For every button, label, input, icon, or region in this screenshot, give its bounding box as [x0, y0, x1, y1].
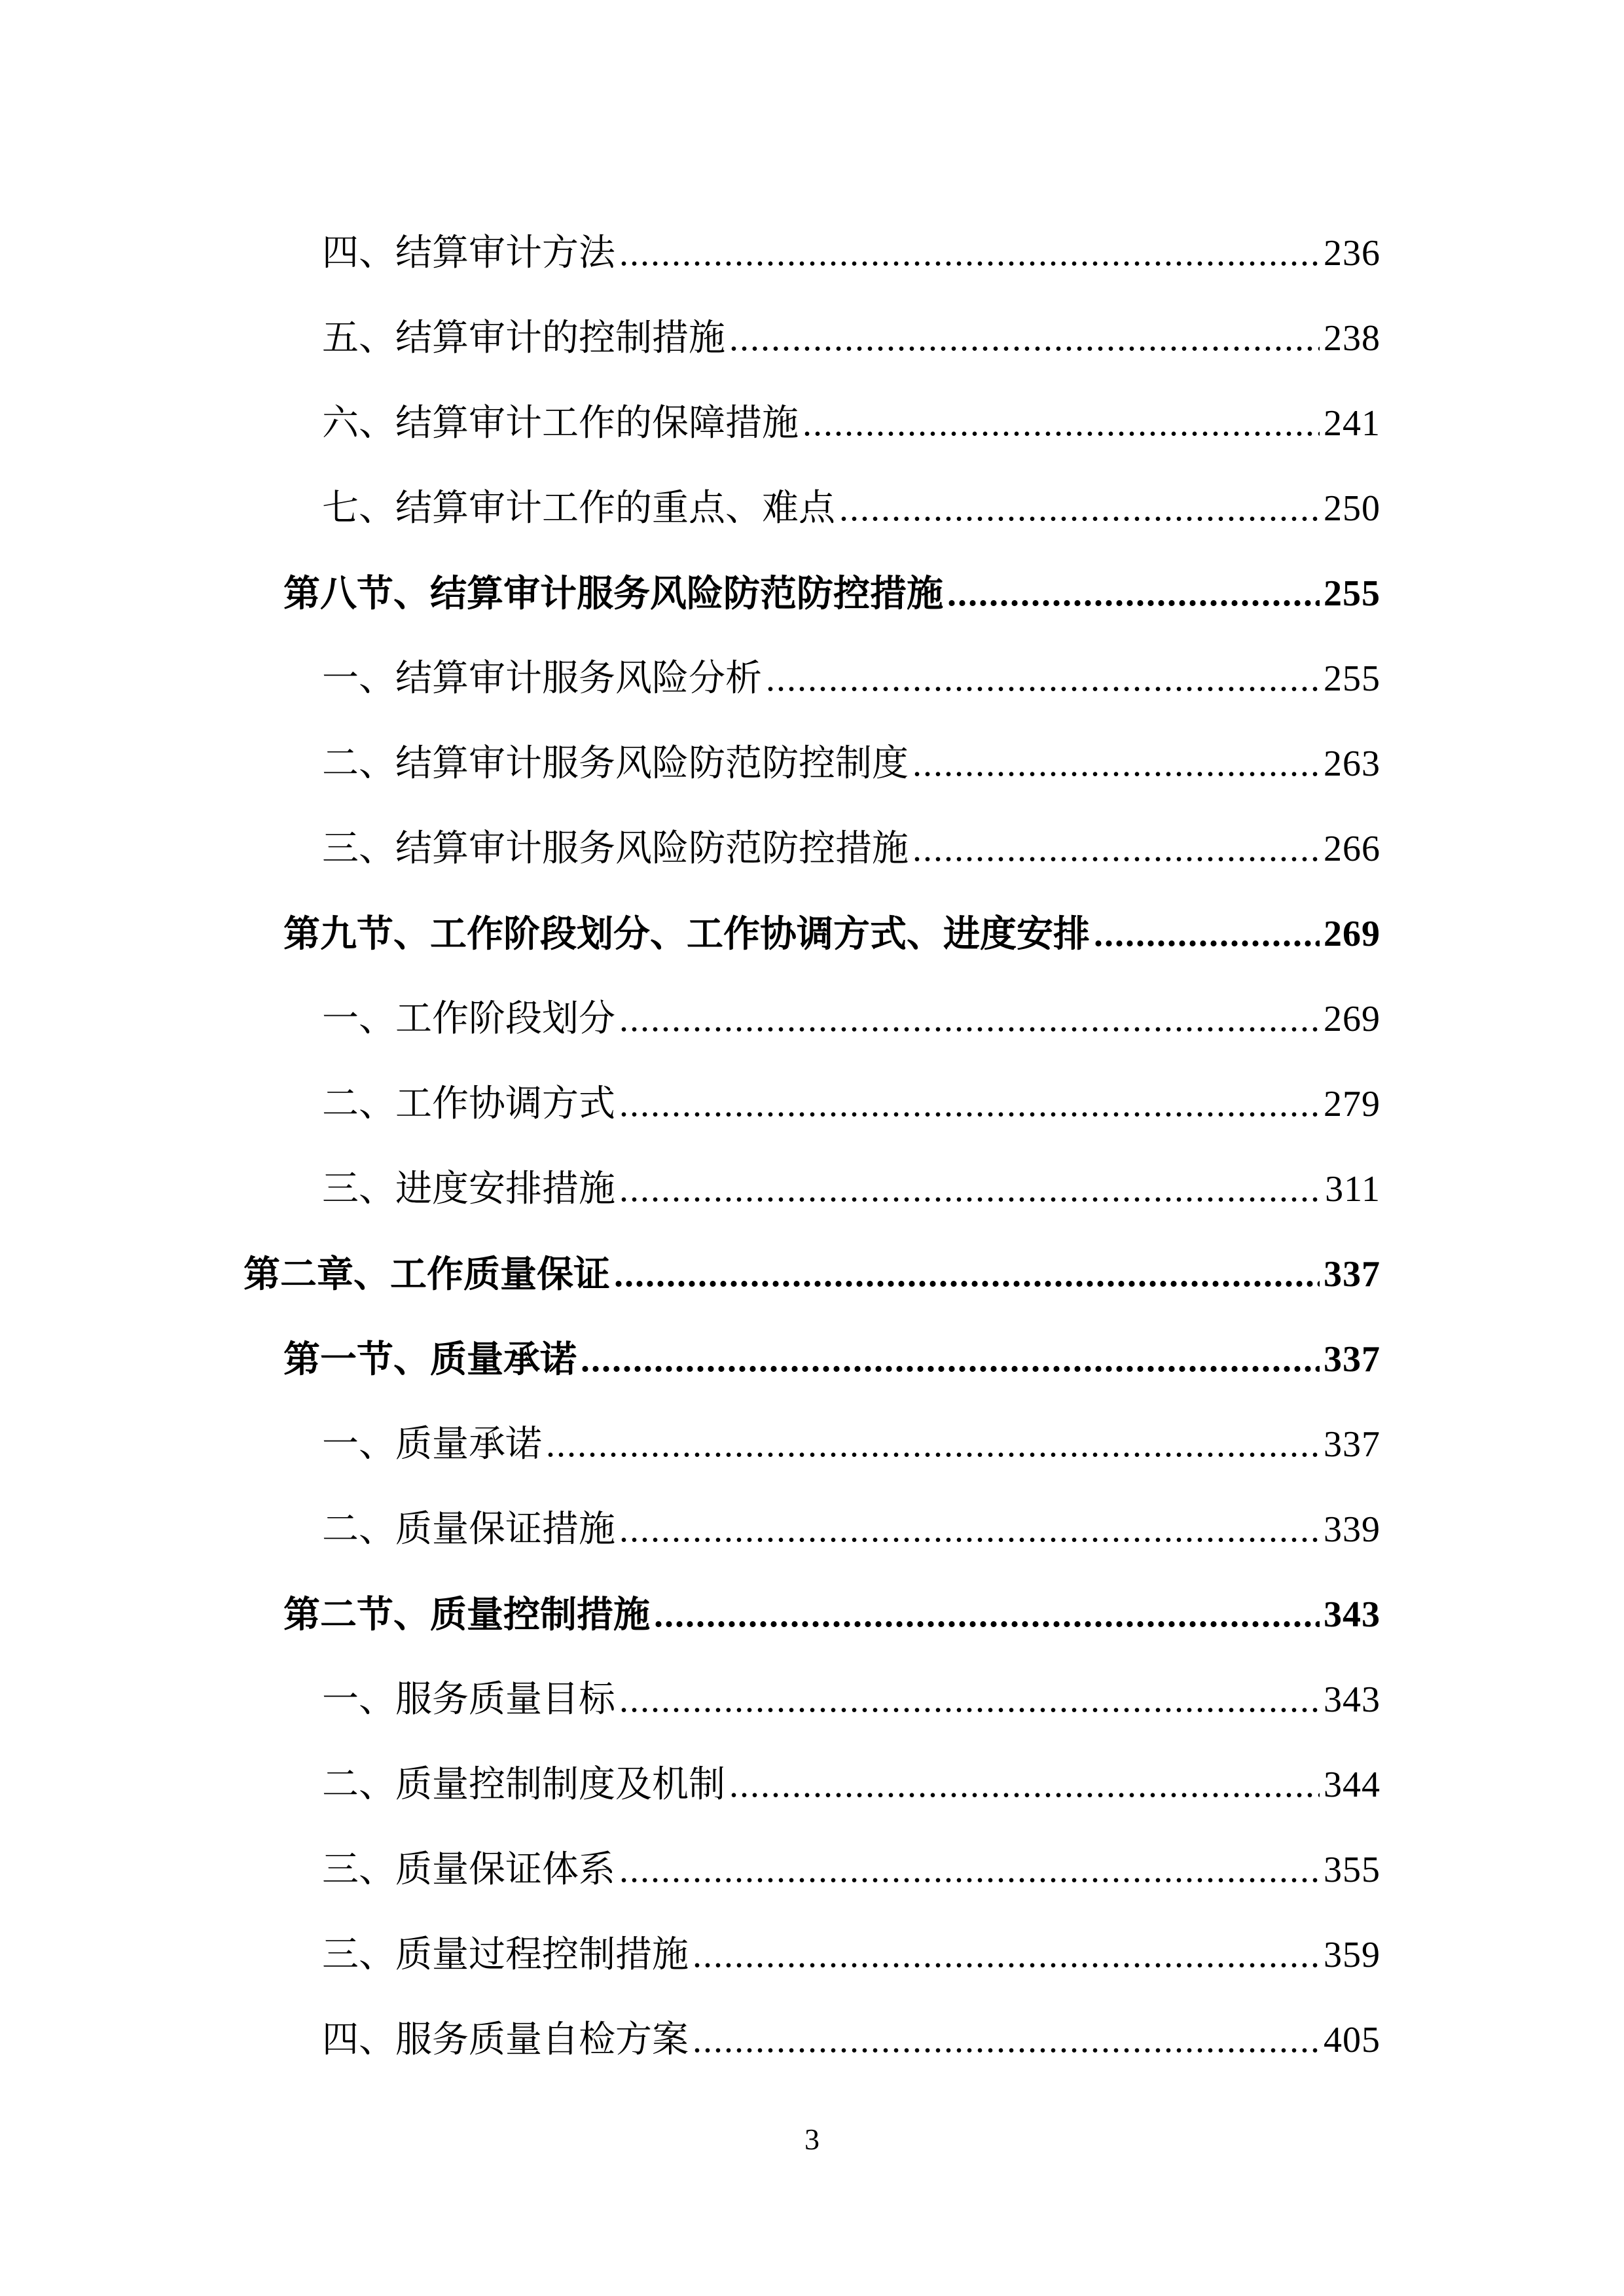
toc-dot-leader: [1094, 891, 1320, 977]
toc-entry-page: 279: [1324, 1084, 1380, 1124]
toc-entry[interactable]: [0, 1912, 1624, 1998]
toc-entry[interactable]: [0, 1487, 1624, 1572]
toc-entry-title: 二、结算审计服务风险防范防控制度: [322, 742, 909, 785]
toc-entry-title: 四、服务质量自检方案: [322, 2018, 689, 2061]
toc-entry-page: 337: [1324, 1424, 1380, 1465]
toc-entry[interactable]: [0, 296, 1624, 381]
toc-entry-title: 三、进度安排措施: [322, 1168, 615, 1210]
toc-dot-leader: [619, 1487, 1320, 1572]
toc-section-entry[interactable]: [0, 551, 1624, 636]
toc-entry-title: 三、质量保证体系: [322, 1848, 615, 1891]
toc-entry-title: 四、结算审计方法: [322, 232, 615, 274]
toc-entry-page: 266: [1324, 829, 1380, 869]
toc-entry-title: 第二节、质量控制措施: [283, 1593, 650, 1636]
toc-entry-page: 241: [1324, 403, 1380, 444]
toc-dot-leader: [654, 1572, 1320, 1657]
toc-entry[interactable]: [0, 1657, 1624, 1742]
toc-entry-page: 359: [1324, 1935, 1380, 1975]
toc-dot-leader: [619, 211, 1320, 296]
toc-entry-page: 344: [1324, 1765, 1380, 1805]
toc-entry-title: 三、结算审计服务风险防范防控措施: [322, 827, 909, 870]
toc-entry[interactable]: [0, 211, 1624, 296]
toc-entry-title: 一、服务质量目标: [322, 1678, 615, 1721]
toc-entry[interactable]: [0, 1062, 1624, 1147]
toc-entry-page: 263: [1324, 744, 1380, 784]
toc-entry-page: 343: [1324, 1679, 1380, 1720]
toc-entry-page: 255: [1324, 573, 1380, 614]
toc-entry-page: 405: [1324, 2020, 1380, 2060]
toc-entry-page: 311: [1325, 1169, 1380, 1210]
toc-dot-leader: [729, 1742, 1320, 1827]
toc-chapter-entry[interactable]: [0, 1232, 1624, 1317]
toc-dot-leader: [693, 1998, 1320, 2083]
toc-entry-title: 第一节、质量承诺: [283, 1338, 577, 1381]
toc-entry[interactable]: [0, 1402, 1624, 1487]
toc-section-entry[interactable]: [0, 891, 1624, 977]
toc-dot-leader: [839, 466, 1320, 551]
toc-entry-page: 250: [1324, 488, 1380, 529]
toc-entry[interactable]: [0, 466, 1624, 551]
toc-dot-leader: [912, 721, 1320, 806]
toc-dot-leader: [619, 977, 1320, 1062]
toc-dot-leader: [581, 1317, 1320, 1402]
toc-entry[interactable]: [0, 806, 1624, 891]
toc-dot-leader: [619, 1657, 1320, 1742]
toc-entry-title: 第二章、工作质量保证: [244, 1253, 610, 1296]
toc-entry-title: 五、结算审计的控制措施: [322, 317, 725, 359]
toc-entry-page: 269: [1324, 999, 1380, 1039]
toc-dot-leader: [619, 1062, 1320, 1147]
toc-section-entry[interactable]: [0, 1317, 1624, 1402]
toc-entry-title: 三、质量过程控制措施: [322, 1933, 689, 1976]
toc-entry[interactable]: [0, 721, 1624, 806]
toc-entry[interactable]: [0, 381, 1624, 466]
toc-dot-leader: [693, 1912, 1320, 1998]
toc-dot-leader: [729, 296, 1320, 381]
toc-entry-title: 二、工作协调方式: [322, 1083, 615, 1125]
toc-entry-page: 343: [1324, 1594, 1380, 1635]
toc-entry[interactable]: [0, 636, 1624, 721]
toc-entry-page: 337: [1324, 1254, 1380, 1295]
toc-dot-leader: [803, 381, 1320, 466]
toc-dot-leader: [619, 1147, 1321, 1232]
toc-dot-leader: [912, 806, 1320, 891]
toc-entry-title: 二、质量保证措施: [322, 1508, 615, 1551]
toc-entry-title: 第八节、结算审计服务风险防范防控措施: [283, 572, 943, 615]
toc-entry[interactable]: [0, 1147, 1624, 1232]
toc-entry-page: 255: [1324, 658, 1380, 699]
toc-entry-title: 一、结算审计服务风险分析: [322, 657, 762, 700]
toc-entry[interactable]: [0, 1998, 1624, 2083]
toc-entry[interactable]: [0, 1827, 1624, 1912]
toc-entry-title: 七、结算审计工作的重点、难点: [322, 487, 835, 529]
toc-entry-page: 236: [1324, 233, 1380, 274]
toc-dot-leader: [947, 551, 1320, 636]
toc-dot-leader: [619, 1827, 1320, 1912]
toc-entry[interactable]: [0, 1742, 1624, 1827]
toc-dot-leader: [614, 1232, 1320, 1317]
toc-dot-leader: [546, 1402, 1320, 1487]
toc-entry[interactable]: [0, 977, 1624, 1062]
toc-entry-page: 238: [1324, 318, 1380, 359]
toc-entry-page: 355: [1324, 1850, 1380, 1890]
toc-entry-title: 一、工作阶段划分: [322, 997, 615, 1040]
page-number: 3: [804, 2123, 820, 2156]
toc-entry-page: 269: [1324, 914, 1380, 954]
toc-section-entry[interactable]: [0, 1572, 1624, 1657]
toc-entry-page: 339: [1324, 1509, 1380, 1550]
toc-entry-page: 337: [1324, 1339, 1380, 1380]
toc-entry-title: 六、结算审计工作的保障措施: [322, 402, 799, 444]
toc-entry-title: 第九节、工作阶段划分、工作协调方式、进度安排: [283, 912, 1090, 956]
toc-entry-title: 二、质量控制制度及机制: [322, 1763, 725, 1806]
toc-entry-title: 一、质量承诺: [322, 1423, 542, 1465]
table-of-contents: [0, 211, 1624, 2083]
toc-dot-leader: [766, 636, 1320, 721]
